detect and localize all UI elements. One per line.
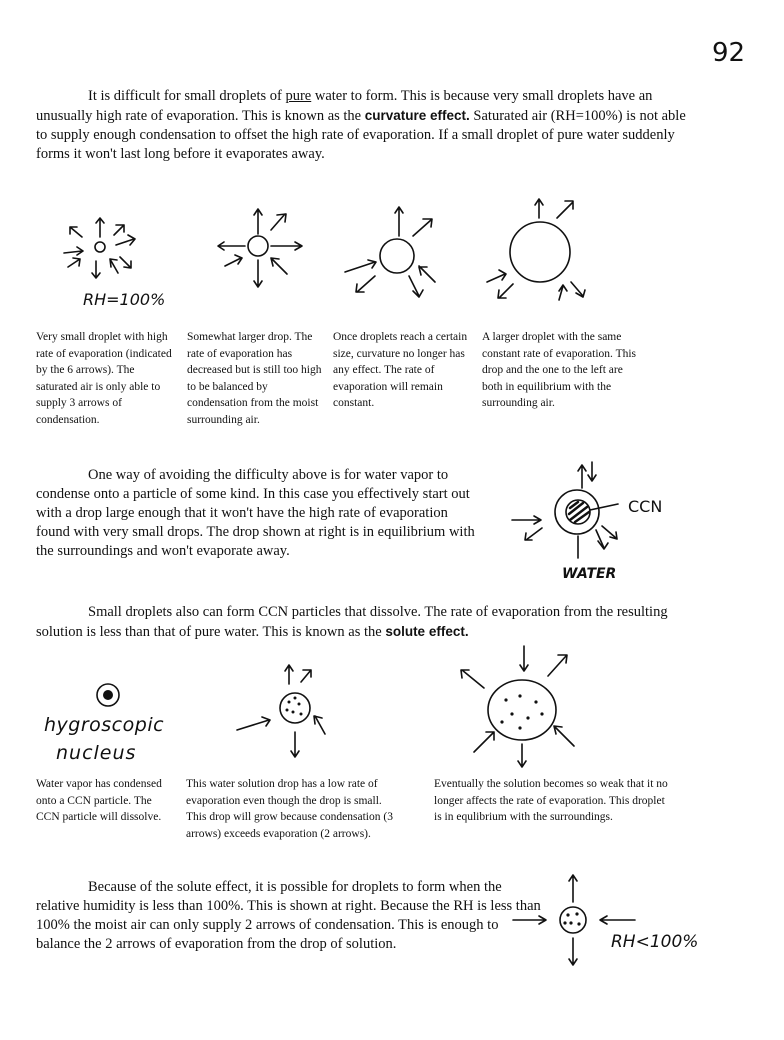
- droplet-fig-3: [335, 200, 455, 300]
- ccn-text: One way of avoiding the difficulty above is for water vapor to condense onto a particle of some kind. In this case you effectively start out with a drop large enough that it won't have the high rate of evaporation found with very small drops. The drop shown at right is in equilibrium with the surroundings and won't evaporate away.: [36, 467, 475, 559]
- solute-paragraph: [36, 603, 696, 642]
- nucleus-label: nucleus: [56, 742, 137, 764]
- droplet-fig-2: [205, 200, 315, 295]
- rh-less-100-fig: [505, 868, 715, 978]
- svg-text:WATER: WATER: [562, 566, 617, 582]
- intro-text-3: Saturated air (RH=100%) is not able to supply enough condensation to offset the high rate of evaporation. If a small droplet of pure water suddenly forms it won't last long before it evaporates away.: [36, 108, 686, 162]
- droplet-fig-4: [475, 190, 605, 310]
- final-paragraph: [36, 878, 542, 954]
- caption-row2-3: Eventually the solution becomes so weak that it no longer affects the rate of evaporation. This droplet is in equlibrium with the surroundings.: [434, 778, 668, 823]
- caption-row1-1: Very small droplet with high rate of evaporation (indicated by the 6 arrows). The saturated air is only able to supply 3 arrows of condensation.: [36, 331, 172, 426]
- caption-row2-2: This water solution drop has a low rate of evaporation even though the drop is small. This drop will grow because condensation (3 arrows) exceeds evaporation (2 arrows).: [186, 778, 393, 840]
- page-number: 92: [712, 38, 746, 68]
- caption-row1-2: Somewhat larger drop. The rate of evaporation has decreased but is still too high to be balanced by condensation from the moist surrounding air.: [187, 331, 322, 426]
- solute-effect-term: solute effect.: [385, 624, 469, 639]
- solution-drop-small-fig: [225, 660, 345, 770]
- caption-row2-1: Water vapor has condensed onto a CCN particle. The CCN particle will dissolve.: [36, 778, 162, 823]
- svg-text:CCN: CCN: [628, 497, 663, 516]
- pure-word: pure: [285, 88, 312, 104]
- intro-text-2: water to form. This is because very small droplets have an unusually high rate of evaporation. This is known as the: [36, 88, 653, 124]
- curvature-effect-term: curvature effect.: [364, 108, 470, 123]
- hygroscopic-label: hygroscopic: [44, 714, 165, 736]
- rh-less-100-label: RH<100%: [611, 932, 699, 952]
- final-text: Because of the solute effect, it is possible for droplets to form when the relative humidity is less than 100%. This is shown at right. Because the RH is less than 100% the moist air can only supply 2 arrows of condensation. This is enough to balance the 2 arrows of evaporation from the drop of solution.: [36, 879, 541, 952]
- droplet-fig-1: [50, 205, 150, 285]
- intro-text-1: It is difficult for small droplets of: [88, 88, 286, 104]
- solution-drop-large-fig: [450, 640, 600, 775]
- caption-row1-3: Once droplets reach a certain size, curvature no longer has any effect. The rate of evaporation will remain constant.: [333, 331, 468, 409]
- ccn-droplet-fig: [500, 450, 690, 585]
- intro-paragraph: [36, 87, 690, 164]
- hygroscopic-nucleus-fig: [90, 680, 130, 710]
- ccn-paragraph: [36, 466, 476, 561]
- rh-100-label: RH=100%: [83, 290, 166, 309]
- caption-row1-4: A larger droplet with the same constant rate of evaporation. This drop and the one to the left are both in equilibrium with the surrounding air.: [482, 331, 637, 409]
- solute-text: Small droplets also can form CCN particles that dissolve. The rate of evaporation from the resulting solution is less than that of pure water. This is known as the: [36, 604, 668, 640]
